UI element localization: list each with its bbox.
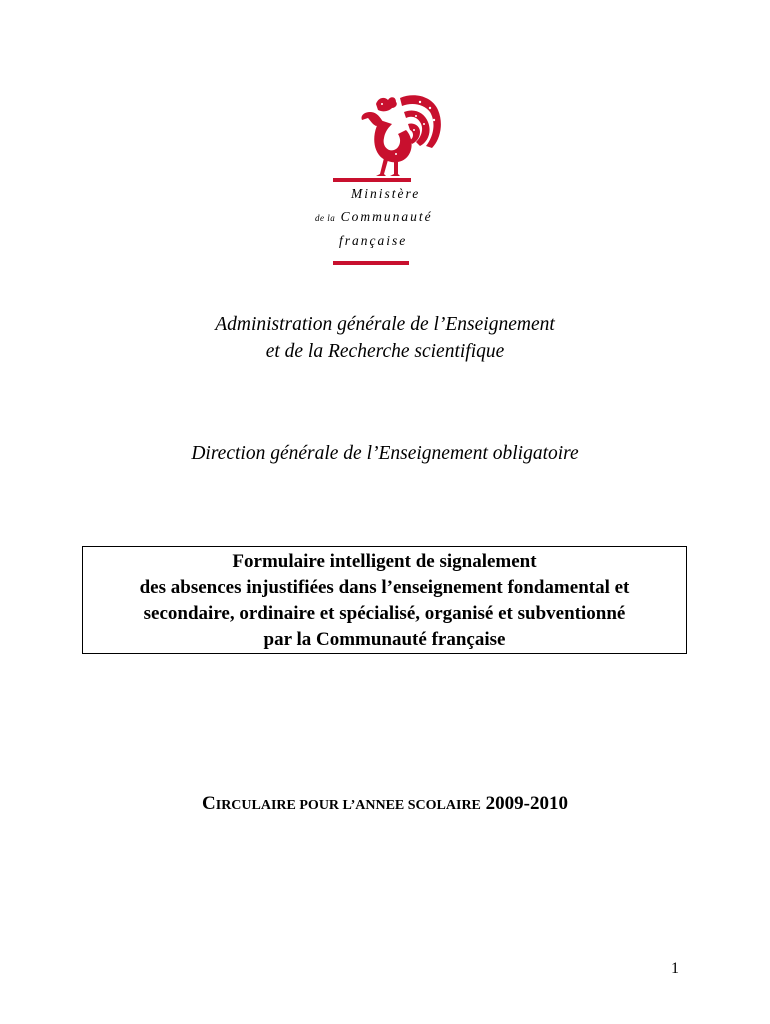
ministry-name-communaute: Communauté [340, 209, 433, 224]
direction-heading: Direction générale de l’Enseignement obligatoire [191, 443, 579, 464]
circulaire-heading [0, 793, 770, 815]
logo-bottom-rule [333, 261, 409, 265]
form-title-line2: des absences injustifiées dans l’enseignement fondamental et [139, 577, 630, 598]
logo-top-rule [333, 178, 411, 182]
form-title-line1: Formulaire intelligent de signalement [232, 551, 537, 572]
page-number: 1 [671, 960, 679, 977]
form-title-line4: par la Communauté française [263, 629, 506, 650]
form-title-box [82, 546, 687, 654]
ministry-name-line1: Ministère [351, 186, 421, 201]
ministry-name-prefix: de la [315, 213, 336, 223]
ministry-name-line3: française [339, 233, 408, 248]
circulaire-text: IRCULAIRE POUR L’ANNEE SCOLAIRE [215, 798, 481, 813]
administration-line2: et de la Recherche scientifique [265, 341, 505, 362]
circulaire-initial: C [202, 793, 216, 814]
rooster-icon [350, 90, 450, 180]
circulaire-year: 2009-2010 [485, 793, 568, 814]
form-title-line3: secondaire, ordinaire et spécialisé, organisé et subventionné [143, 603, 626, 624]
administration-heading [0, 311, 770, 365]
ministry-name-line2 [315, 209, 433, 225]
administration-line1: Administration générale de l’Enseignement [215, 314, 555, 335]
